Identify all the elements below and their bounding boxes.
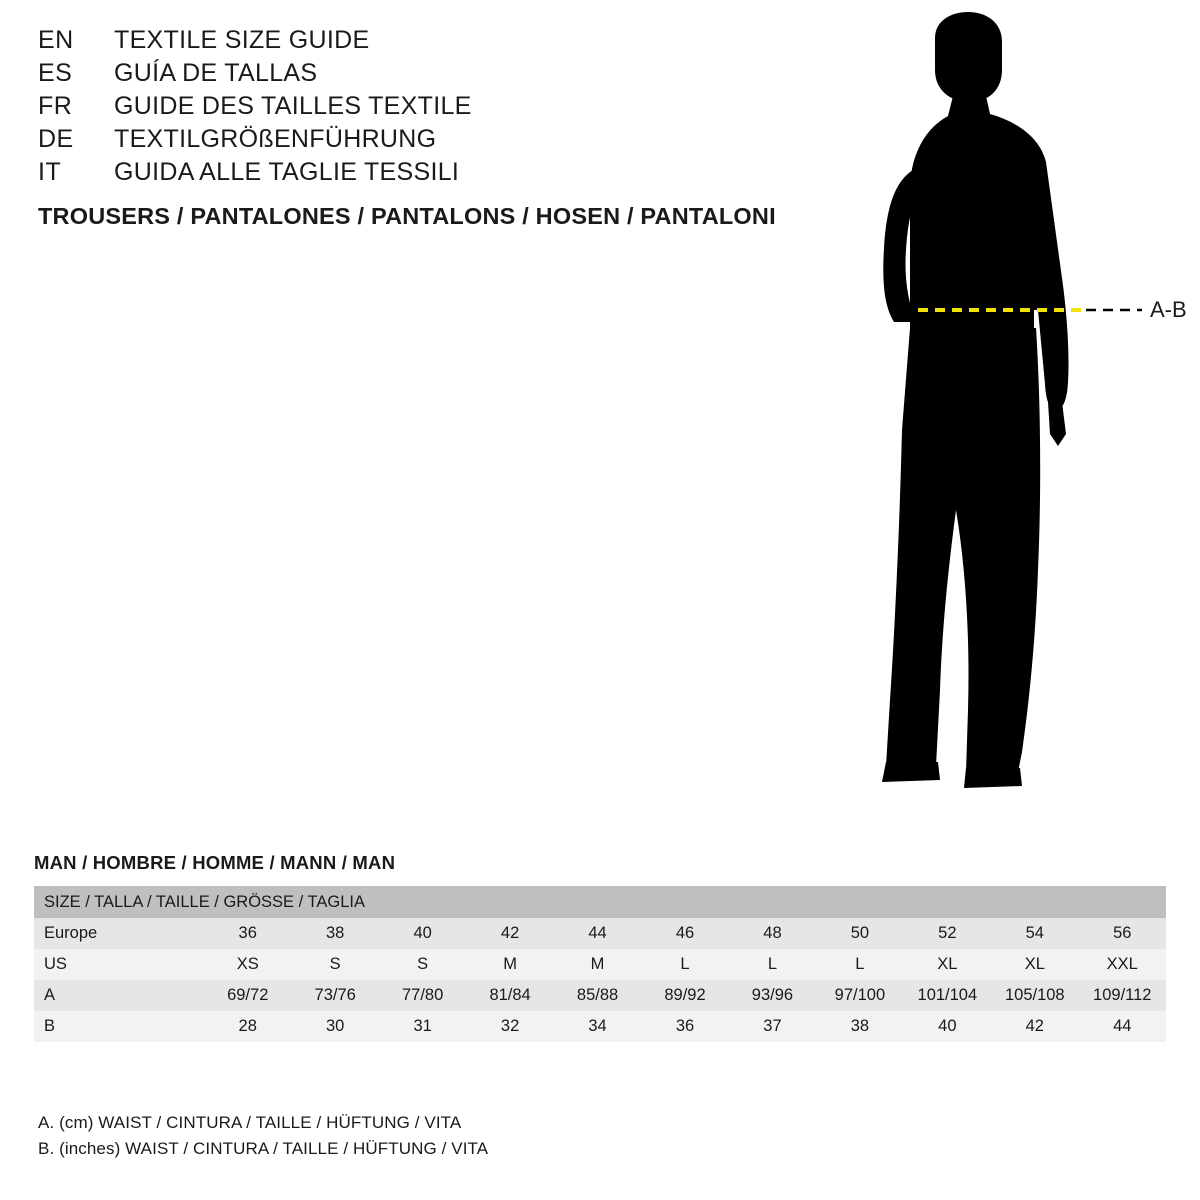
header-block xyxy=(38,26,798,230)
table-cell: L xyxy=(641,949,728,980)
table-cell: XS xyxy=(204,949,291,980)
language-code: DE xyxy=(38,125,74,153)
size-table xyxy=(34,886,1166,1042)
table-cell: 36 xyxy=(641,1011,728,1042)
table-cell: L xyxy=(729,949,816,980)
table-cell: 44 xyxy=(554,918,641,949)
table-row xyxy=(34,980,1166,1011)
table-cell: S xyxy=(291,949,378,980)
table-cell: 97/100 xyxy=(816,980,903,1011)
table-cell: XL xyxy=(904,949,991,980)
table-cell: 36 xyxy=(204,918,291,949)
row-label: B xyxy=(34,1011,204,1042)
language-code: FR xyxy=(38,92,73,120)
figure-block xyxy=(790,10,1190,810)
table-cell: 31 xyxy=(379,1011,466,1042)
table-cell: M xyxy=(466,949,553,980)
language-code: ES xyxy=(38,59,73,87)
table-cell: 52 xyxy=(904,918,991,949)
measure-label-a-b: A-B xyxy=(1150,297,1187,322)
table-cell: 89/92 xyxy=(641,980,728,1011)
table-cell: 38 xyxy=(816,1011,903,1042)
table-cell: S xyxy=(379,949,466,980)
footnote-a: A. (cm) WAIST / CINTURA / TAILLE / HÜFTUNG / VITA xyxy=(38,1113,462,1132)
table-cell: 37 xyxy=(729,1011,816,1042)
table-cell: 81/84 xyxy=(466,980,553,1011)
language-code: EN xyxy=(38,26,74,54)
table-cell: 38 xyxy=(291,918,378,949)
footnotes-block xyxy=(38,1110,938,1162)
table-cell: 32 xyxy=(466,1011,553,1042)
table-cell: 109/112 xyxy=(1079,980,1166,1011)
table-cell: 46 xyxy=(641,918,728,949)
language-title: TEXTILE SIZE GUIDE xyxy=(114,26,370,54)
row-label: US xyxy=(34,949,204,980)
row-label: A xyxy=(34,980,204,1011)
table-cell: 30 xyxy=(291,1011,378,1042)
gender-title: MAN / HOMBRE / HOMME / MANN / MAN xyxy=(34,852,396,873)
row-label: Europe xyxy=(34,918,204,949)
man-silhouette-icon xyxy=(790,10,1190,810)
table-cell: 69/72 xyxy=(204,980,291,1011)
language-row-en xyxy=(38,26,798,59)
table-cell: 42 xyxy=(991,1011,1078,1042)
table-cell: 77/80 xyxy=(379,980,466,1011)
table-header-row xyxy=(34,886,1166,918)
language-row-fr xyxy=(38,92,798,125)
size-table-block xyxy=(34,852,1166,1042)
table-cell: 40 xyxy=(379,918,466,949)
table-row xyxy=(34,949,1166,980)
table-cell: 28 xyxy=(204,1011,291,1042)
table-row xyxy=(34,1011,1166,1042)
language-row-es xyxy=(38,59,798,92)
language-title: GUIDA ALLE TAGLIE TESSILI xyxy=(114,158,460,186)
language-row-de xyxy=(38,125,798,158)
table-cell: 48 xyxy=(729,918,816,949)
footnote-b: B. (inches) WAIST / CINTURA / TAILLE / HÜFTUNG / VITA xyxy=(38,1139,489,1158)
table-cell: 101/104 xyxy=(904,980,991,1011)
language-title: GUIDE DES TAILLES TEXTILE xyxy=(114,92,472,120)
table-cell: M xyxy=(554,949,641,980)
table-row xyxy=(34,918,1166,949)
garment-type-title: TROUSERS / PANTALONES / PANTALONS / HOSEN / PANTALONI xyxy=(38,203,776,229)
table-cell: 44 xyxy=(1079,1011,1166,1042)
table-cell: L xyxy=(816,949,903,980)
language-title: GUÍA DE TALLAS xyxy=(114,59,318,87)
table-cell: XL xyxy=(991,949,1078,980)
table-cell: 54 xyxy=(991,918,1078,949)
table-cell: 93/96 xyxy=(729,980,816,1011)
table-cell: 73/76 xyxy=(291,980,378,1011)
language-code: IT xyxy=(38,158,62,186)
table-cell: 42 xyxy=(466,918,553,949)
size-header-cell: SIZE / TALLA / TAILLE / GRÖSSE / TAGLIA xyxy=(34,886,1166,918)
table-cell: XXL xyxy=(1079,949,1166,980)
table-cell: 85/88 xyxy=(554,980,641,1011)
table-cell: 50 xyxy=(816,918,903,949)
table-cell: 56 xyxy=(1079,918,1166,949)
language-row-it xyxy=(38,158,798,191)
language-title: TEXTILGRÖßENFÜHRUNG xyxy=(114,125,437,153)
table-cell: 105/108 xyxy=(991,980,1078,1011)
table-cell: 40 xyxy=(904,1011,991,1042)
table-cell: 34 xyxy=(554,1011,641,1042)
